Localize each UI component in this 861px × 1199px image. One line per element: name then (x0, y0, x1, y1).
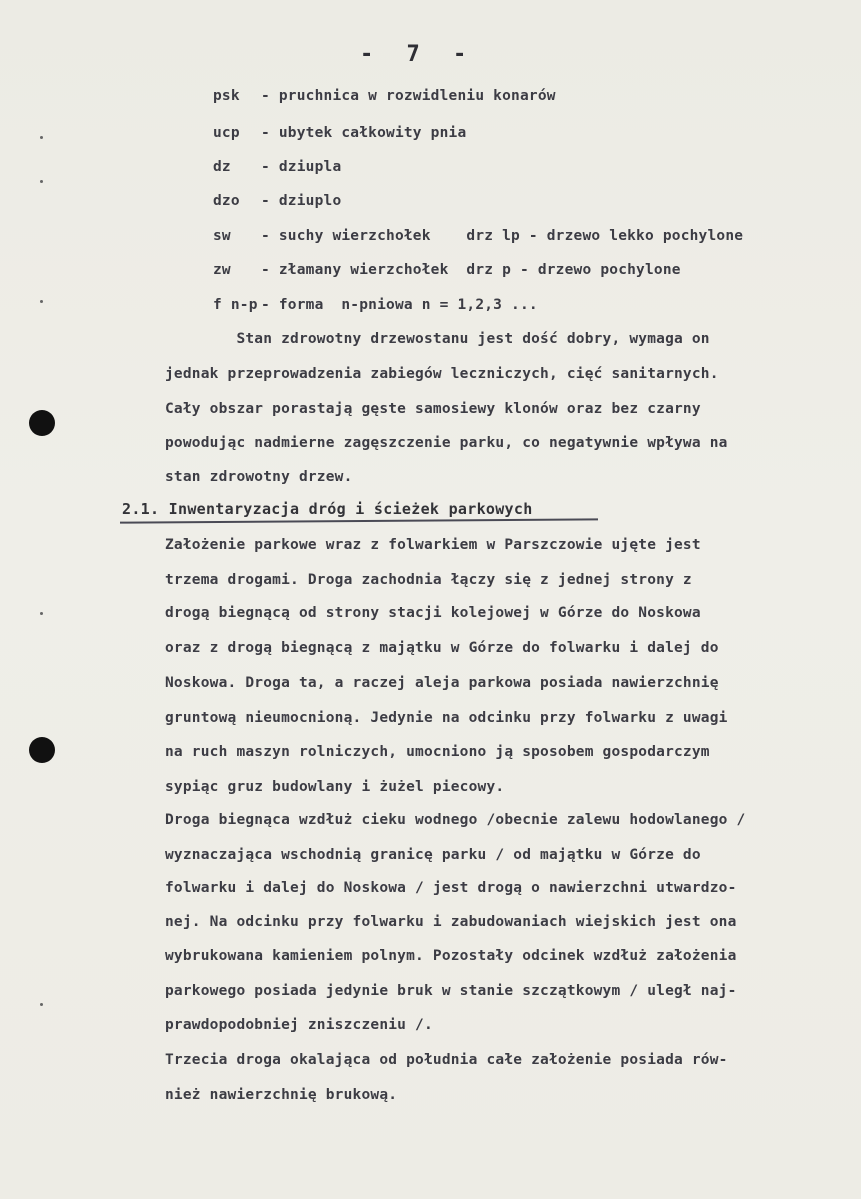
paper-speck (40, 180, 43, 183)
text-line: nej. Na odcinku przy folwarku i zabudowaniach wiejskich jest ona (165, 914, 737, 930)
abbreviation-code: ucp (213, 125, 240, 141)
abbreviation-meaning: - forma n-pniowa n = 1,2,3 ... (261, 297, 538, 313)
abbreviation-row (213, 262, 813, 278)
punch-hole (29, 410, 55, 436)
text-line: trzema drogami. Droga zachodnia łączy się z jednej strony z (165, 572, 692, 588)
section-heading: 2.1. Inwentaryzacja dróg i ścieżek parkowych (122, 500, 533, 518)
text-line: sypiąc gruz budowlany i żużel piecowy. (165, 779, 505, 795)
abbreviation-row (213, 228, 813, 244)
abbreviation-row (213, 159, 813, 175)
abbreviation-code: f n-p (213, 297, 258, 313)
text-line: parkowego posiada jedynie bruk w stanie szczątkowym / uległ naj- (165, 983, 737, 999)
text-line: prawdopodobniej zniszczeniu /. (165, 1017, 433, 1033)
text-line: powodując nadmierne zagęszczenie parku, co negatywnie wpływa na (165, 435, 728, 451)
abbreviation-meaning: - suchy wierzchołek drz lp - drzewo lekko pochylone (261, 228, 744, 244)
abbreviation-meaning: - dziuplo (261, 193, 342, 209)
page-number: - 7 - (360, 42, 477, 67)
abbreviation-row (213, 297, 813, 313)
text-line: stan zdrowotny drzew. (165, 469, 353, 485)
abbreviation-meaning: - dziupla (261, 159, 342, 175)
text-line: Założenie parkowe wraz z folwarkiem w Parszczowie ujęte jest (165, 537, 701, 553)
paper-speck (40, 612, 43, 615)
text-line: Cały obszar porastają gęste samosiewy klonów oraz bez czarny (165, 401, 701, 417)
text-line: Noskowa. Droga ta, a raczej aleja parkowa posiada nawierzchnię (165, 675, 719, 691)
abbreviation-row (213, 125, 813, 141)
abbreviation-code: dz (213, 159, 231, 175)
text-line: folwarku i dalej do Noskowa / jest drogą o nawierzchni utwardzo- (165, 880, 737, 896)
text-line: gruntową nieumocnioną. Jedynie na odcinku przy folwarku z uwagi (165, 710, 728, 726)
abbreviation-row (213, 193, 813, 209)
abbreviation-meaning: - złamany wierzchołek drz p - drzewo pochylone (261, 262, 681, 278)
text-line: drogą biegnącą od strony stacji kolejowej w Górze do Noskowa (165, 605, 701, 621)
heading-underline (120, 518, 598, 523)
text-line: jednak przeprowadzenia zabiegów leczniczych, cięć sanitarnych. (165, 366, 719, 382)
punch-hole (29, 737, 55, 763)
text-line: wybrukowana kamieniem polnym. Pozostały odcinek wzdłuż założenia (165, 948, 737, 964)
abbreviation-code: psk (213, 88, 240, 104)
text-line: nież nawierzchnię brukową. (165, 1087, 398, 1103)
abbreviation-meaning: - pruchnica w rozwidleniu konarów (261, 88, 556, 104)
text-line: oraz z drogą biegnącą z majątku w Górze do folwarku i dalej do (165, 640, 719, 656)
text-line: na ruch maszyn rolniczych, umocniono ją sposobem gospodarczym (165, 744, 710, 760)
abbreviation-meaning: - ubytek całkowity pnia (261, 125, 467, 141)
text-line: Stan zdrowotny drzewostanu jest dość dobry, wymaga on (165, 331, 710, 347)
abbreviation-row (213, 88, 813, 104)
abbreviation-code: sw (213, 228, 231, 244)
abbreviation-code: zw (213, 262, 231, 278)
paper-speck (40, 136, 43, 139)
text-line: Droga biegnąca wzdłuż cieku wodnego /obecnie zalewu hodowlanego / (165, 812, 746, 828)
abbreviation-code: dzo (213, 193, 240, 209)
text-line: wyznaczająca wschodnią granicę parku / od majątku w Górze do (165, 847, 701, 863)
paper-speck (40, 1003, 43, 1006)
text-line: Trzecia droga okalająca od południa całe założenie posiada rów- (165, 1052, 728, 1068)
paper-speck (40, 300, 43, 303)
